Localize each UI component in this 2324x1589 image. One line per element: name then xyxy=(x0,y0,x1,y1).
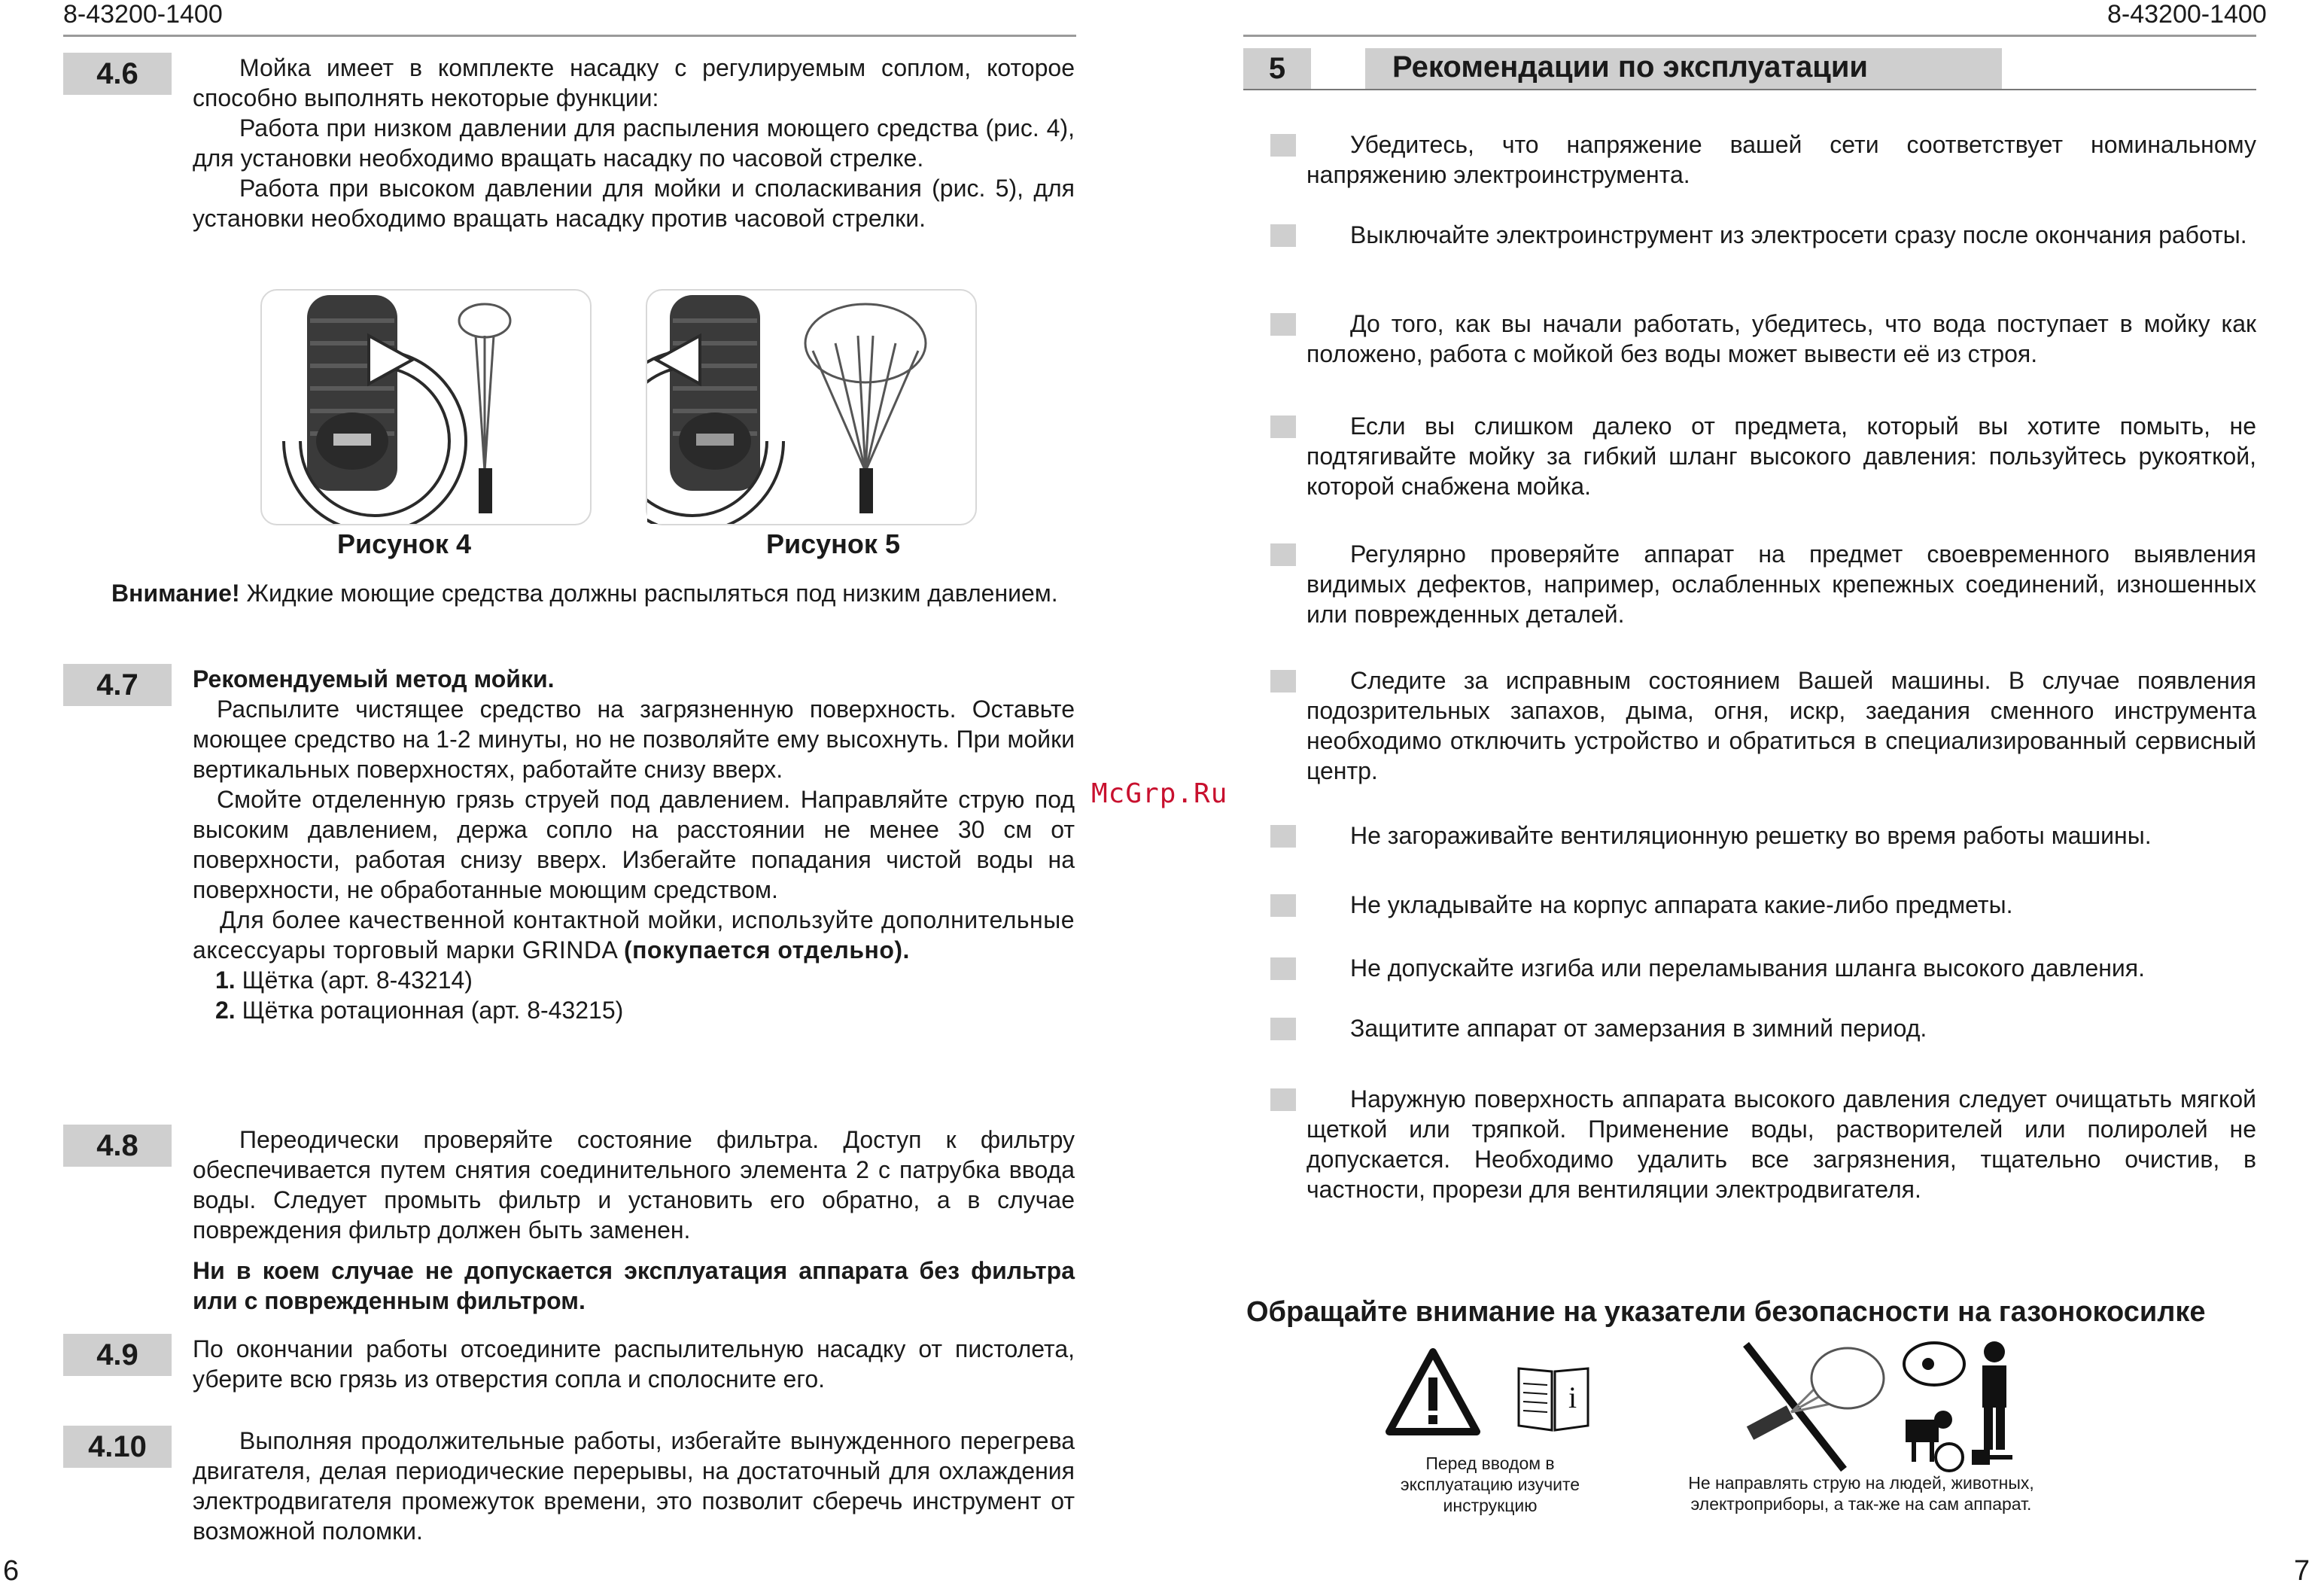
section-number-4-8: 4.8 xyxy=(63,1125,172,1167)
doc-code-right: 8-43200-1400 xyxy=(2107,0,2267,29)
no-spray-people-animals-icon xyxy=(1731,1337,2032,1480)
section-4-6-p3: Работа при высоком давлении для мойки и споласкивания (рис. 5), для установки необходимо вращать насадку против часовой стрелки. xyxy=(193,175,1075,232)
section-4-7-p3-text: Для более качественной контактной мойки, используйте дополнительные аксессуары торговый марки GRINDA xyxy=(193,906,1075,963)
section-number-5: 5 xyxy=(1243,48,1311,89)
section-4-7-p2: Смойте отделенную грязь струей под давлением. Направляйте струю под высоким давлением, держа сопло на расстоянии не менее 30 см от поверхности, работая снизу вверх. Избегайте попадания чистой воды на поверхности, не обработанные моющим средством. xyxy=(193,786,1075,903)
item-1-number: 1. xyxy=(215,966,236,994)
section-4-7-item-2 xyxy=(193,995,1075,1025)
recommendation-item xyxy=(1306,539,2256,629)
doc-code-left: 8-43200-1400 xyxy=(63,0,223,29)
recommendation-item xyxy=(1306,953,2256,983)
recommendation-text: Не укладывайте на корпус аппарата какие-либо предметы. xyxy=(1350,891,2013,918)
recommendation-text: Защитите аппарат от замерзания в зимний период. xyxy=(1350,1015,1927,1042)
header-rule-left xyxy=(63,35,1076,37)
recommendation-bullet xyxy=(1270,416,1296,438)
recommendation-bullet xyxy=(1270,825,1296,848)
item-2-text: Щётка ротационная (арт. 8-43215) xyxy=(235,997,624,1024)
figure-5-box xyxy=(646,289,977,525)
item-1-text: Щётка (арт. 8-43214) xyxy=(235,966,473,994)
svg-text:i: i xyxy=(1568,1380,1577,1414)
recommendation-text: Не загораживайте вентиляционную решетку во время работы машины. xyxy=(1350,822,2152,849)
recommendation-text: Если вы слишком далеко от предмета, который вы хотите помыть, не подтягивайте мойку за гибкий шланг высокого давления: пользуйтесь рукояткой, которой снабжена мойка. xyxy=(1306,412,2256,500)
recommendation-bullet xyxy=(1270,670,1296,693)
section-number-4-7: 4.7 xyxy=(63,664,172,706)
section-5-title: Рекомендации по эксплуатации xyxy=(1392,50,1868,84)
section-4-8-p2: Ни в коем случае не допускается эксплуатация аппарата без фильтра или с поврежденным фильтром. xyxy=(193,1257,1075,1314)
recommendation-item xyxy=(1306,665,2256,786)
recommendation-text: Регулярно проверяйте аппарат на предмет своевременного выявления видимых дефектов, например, ослабленных крепежных соединений, изношенных или поврежденных деталей. xyxy=(1306,540,2256,628)
section-4-8-text xyxy=(193,1125,1075,1316)
recommendation-text: Убедитесь, что напряжение вашей сети соответствует номинальному напряжению электроинструмента. xyxy=(1306,131,2256,188)
figure-5-caption: Рисунок 5 xyxy=(766,528,900,559)
recommendation-bullet xyxy=(1270,957,1296,980)
recommendation-item xyxy=(1306,220,2256,250)
figure-4-caption: Рисунок 4 xyxy=(337,528,471,559)
recommendation-item xyxy=(1306,411,2256,501)
recommendation-bullet xyxy=(1270,1018,1296,1040)
recommendation-bullet xyxy=(1270,543,1296,566)
section-4-6-p1: Мойка имеет в комплекте насадку с регулируемым соплом, которое способно выполнять некоторые функции: xyxy=(193,54,1075,111)
recommendation-item xyxy=(1306,890,2256,920)
section-4-7-text xyxy=(193,664,1075,1025)
section-4-7-p1: Распылите чистящее средство на загрязненную поверхность. Оставьте моющее средство на 1-2 минуты, но не позволяйте ему высохнуть. При мойки вертикальных поверхностях, работайте снизу вверх. xyxy=(193,696,1075,783)
section-4-10-p1: Выполняя продолжительные работы, избегайте вынужденного перегрева двигателя, делая периодические перерывы, на достаточный для охлаждения электродвигателя промежуток времени, это позволит сберечь инструмент от возможной поломки. xyxy=(193,1427,1075,1545)
section-4-9-p1: По окончании работы отсоедините распылительную насадку от пистолета, уберите всю грязь из отверстия сопла и сполосните его. xyxy=(193,1335,1075,1393)
safety-title: Обращайте внимание на указатели безопасности на газонокосилке xyxy=(1246,1296,2206,1328)
caption-read-manual: Перед вводом в эксплуатацию изучите инструкцию xyxy=(1400,1454,1580,1515)
recommendation-text: Наружную поверхность аппарата высокого давления следует очищатьть мягкой щеткой или тряпкой. Применение воды, растворителей или полиролей не допускается. Необходимо удалить все загрязнения, тщательно очистив, в частности, прорези для вентиляции электродвигателя. xyxy=(1306,1085,2256,1203)
section-4-7-item-1 xyxy=(193,965,1075,995)
recommendation-text: Следите за исправным состоянием Вашей машины. В случае появления подозрительных запахов, дыма, огня, искр, заедания сменного инструмента необходимо отключить устройство и обратиться в специализированный сервисный центр. xyxy=(1306,667,2256,784)
recommendation-item xyxy=(1306,820,2256,851)
nozzle-clockwise-illustration xyxy=(262,291,590,524)
recommendation-text: Выключайте электроинструмент из электросети сразу после окончания работы. xyxy=(1350,221,2247,248)
nozzle-counterclockwise-illustration xyxy=(647,291,975,524)
recommendation-bullet xyxy=(1270,134,1296,157)
caption-no-spray: Не направлять струю на людей, животных, электроприборы, а так-же на сам аппарат. xyxy=(1688,1473,2034,1514)
recommendation-text: До того, как вы начали работать, убедитесь, что вода поступает в мойку как положено, работа с мойкой без воды может вывести её из строя. xyxy=(1306,310,2256,367)
page-number-right: 7 xyxy=(2294,1555,2310,1587)
header-rule-right xyxy=(1243,35,2256,37)
section-4-6-text xyxy=(193,53,1075,233)
recommendation-item xyxy=(1306,129,2256,190)
section-4-7-p3 xyxy=(193,905,1075,965)
recommendation-bullet xyxy=(1270,1088,1296,1111)
recommendation-item xyxy=(1306,309,2256,369)
section-4-9-text xyxy=(193,1334,1075,1394)
section-number-4-6: 4.6 xyxy=(63,53,172,95)
section-5-rule xyxy=(1243,89,2256,90)
section-4-8-p1: Переодически проверяйте состояние фильтра. Доступ к фильтру обеспечивается путем снятия соединительного элемента 2 с патрубка ввода воды. Следует промыть фильтр и установить его обратно, а в случае повреждения фильтр должен быть заменен. xyxy=(193,1126,1075,1243)
warning-note xyxy=(63,578,1075,608)
section-number-4-9: 4.9 xyxy=(63,1334,172,1376)
section-4-10-text xyxy=(193,1426,1075,1546)
recommendation-bullet xyxy=(1270,224,1296,247)
watermark[interactable]: McGrp.Ru xyxy=(1091,778,1228,809)
recommendation-bullet xyxy=(1270,894,1296,917)
recommendation-item xyxy=(1306,1084,2256,1204)
section-4-6-p2: Работа при низком давлении для распыления моющего средства (рис. 4), для установки необходимо вращать насадку по часовой стрелке. xyxy=(193,114,1075,172)
figure-4-box xyxy=(260,289,592,525)
warning-label: Внимание! xyxy=(111,580,240,607)
manual-book-icon xyxy=(1516,1361,1591,1433)
warning-text: Жидкие моющие средства должны распыляться под низким давлением. xyxy=(239,580,1058,607)
recommendation-bullet xyxy=(1270,313,1296,336)
section-4-7-p3-bold: (покупается отдельно). xyxy=(623,936,910,963)
item-2-number: 2. xyxy=(215,997,236,1024)
warning-triangle-icon xyxy=(1385,1347,1481,1436)
page-number-left: 6 xyxy=(3,1555,20,1587)
section-number-4-10: 4.10 xyxy=(63,1426,172,1468)
recommendation-text: Не допускайте изгиба или переламывания шланга высокого давления. xyxy=(1350,954,2146,982)
section-4-7-title: Рекомендуемый метод мойки. xyxy=(193,665,555,693)
recommendation-item xyxy=(1306,1013,2256,1043)
